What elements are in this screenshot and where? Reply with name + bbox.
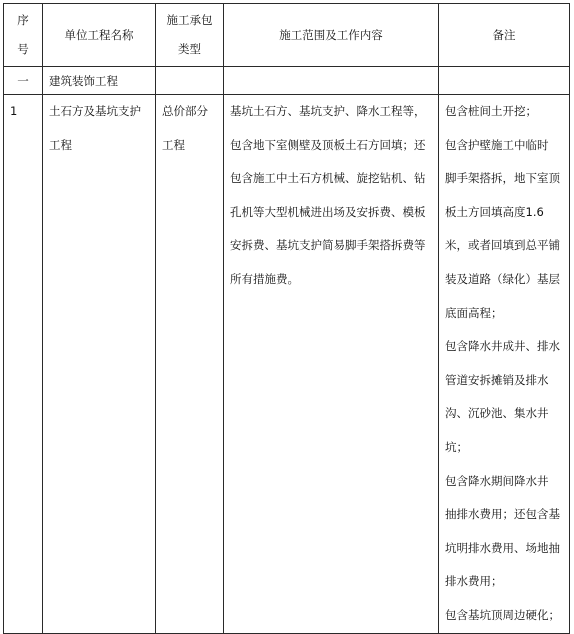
row-scope-cell [224, 95, 439, 634]
row-contract-type-line-1: 总价部分 [162, 104, 208, 118]
header-remarks: 备注 [439, 4, 570, 67]
scope-line-4: 孔机等大型机械进出场及安拆费、模板 [230, 204, 426, 219]
row-index-cell [4, 95, 43, 634]
header-index [4, 4, 43, 67]
remark-line-8: 包含降水井成井、排水 [445, 339, 560, 354]
scope-line-2: 包含地下室侧壁及顶板土石方回填；还 [230, 137, 426, 152]
table-row [4, 95, 570, 634]
row-remarks-cell [439, 95, 570, 634]
scope-line-3: 包含施工中土石方机械、旋挖钻机、钻 [230, 171, 426, 186]
header-unit-name: 单位工程名称 [43, 4, 156, 67]
header-contract-type [156, 4, 224, 67]
remark-line-13: 坑明排水费用、场地抽 [445, 540, 560, 555]
section-index: 一 [4, 67, 43, 95]
scope-line-1: 基坑土石方、基坑支护、降水工程等， [230, 104, 426, 118]
header-index-line-1: 序 [17, 13, 29, 27]
remark-line-3: 脚手架搭拆，地下室顶 [445, 171, 560, 186]
remark-line-15: 包含基坑顶周边硬化； [445, 607, 560, 622]
remark-line-6: 装及道路（绿化）基层 [445, 271, 560, 286]
row-unit-name-line-2: 工程 [49, 137, 72, 152]
remark-line-4: 板土方回填高度1.6 [445, 204, 544, 219]
row-index: 1 [10, 104, 18, 118]
row-contract-type-line-2: 工程 [162, 137, 185, 152]
remark-line-2: 包含护壁施工中临时 [445, 137, 549, 152]
scope-line-6: 所有措施费。 [230, 271, 299, 286]
row-unit-name-line-1: 土石方及基坑支护 [49, 104, 141, 118]
row-contract-type-cell [156, 95, 224, 634]
table-header-row [4, 4, 570, 67]
section-empty-scope [224, 67, 439, 95]
remark-line-14: 排水费用； [445, 574, 503, 589]
header-contract-type-line-1: 施工承包 [166, 13, 213, 27]
remark-line-11: 包含降水期间降水井 [445, 473, 549, 488]
remark-line-12: 抽排水费用；还包含基 [445, 507, 560, 522]
header-index-line-2: 号 [17, 42, 29, 56]
section-empty-remarks [439, 67, 570, 95]
section-name: 建筑装饰工程 [43, 67, 156, 95]
project-table [3, 3, 570, 634]
row-unit-name-cell [43, 95, 156, 634]
scope-line-5: 安拆费、基坑支护简易脚手架搭拆费等 [230, 238, 426, 253]
remark-line-7: 底面高程； [445, 305, 503, 320]
section-empty-type [156, 67, 224, 95]
remark-line-10: 沟、沉砂池、集水井坑； [445, 406, 549, 454]
header-scope: 施工范围及工作内容 [224, 4, 439, 67]
remark-line-9: 管道安拆摊销及排水 [445, 372, 549, 387]
remark-line-1: 包含桩间土开挖； [445, 104, 537, 118]
header-contract-type-line-2: 类型 [178, 42, 201, 56]
remark-line-5: 米，或者回填到总平铺 [445, 238, 560, 253]
section-row [4, 67, 570, 95]
